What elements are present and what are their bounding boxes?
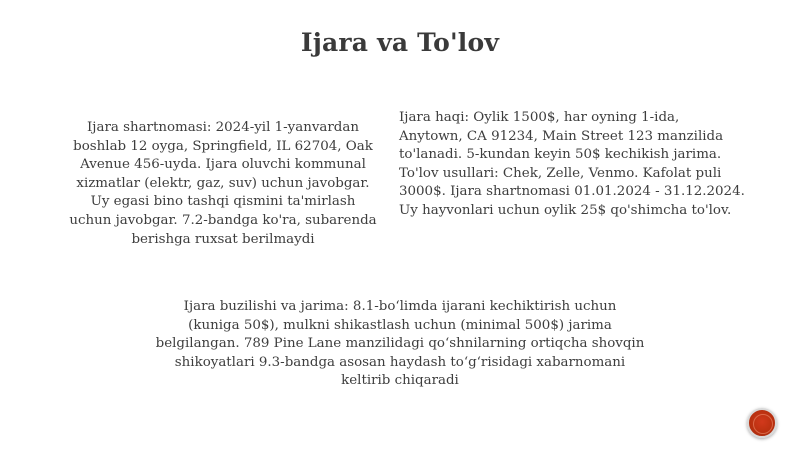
lease-terms-text: Ijara shartnomasi: 2024-yil 1-yanvardan boshlab 12 oyga, Springfield, IL 62704, Oak Avenue 456-uyda. Ijara oluvchi kommunal xizmatlar (elektr, gaz, suv) uchun javobgar. Uy egasi bino tashqi qismini ta'mirlash uchun javobgar. 7.2-bandga ko'ra, subarenda berishga ruxsat berilmaydi xyxy=(69,120,377,247)
violations-penalties-text: Ijara buzilishi va jarima: 8.1-bo‘limda ijarani kechiktirish uchun (kuniga 50$), mulkni shikastlash uchun (minimal 500$) jarima belgilangan. 789 Pine Lane manzilidagi qo‘shnilarning ortiqcha shovqin shikoyatlari 9.3-bandga asosan haydash to‘g‘risidagi xabarnomani keltirib chiqaradi xyxy=(155,299,645,389)
circle-button-icon[interactable] xyxy=(747,408,777,438)
rent-payment-text: Ijara haqi: Oylik 1500$, har oyning 1-ida, Anytown, CA 91234, Main Street 123 manzilida to'lanadi. 5-kundan keyin 50$ kechikish jarima. To'lov usullari: Chek, Zelle, Venmo. Kafolat puli 3000$. Ijara shartnomasi 01.01.2024 - 31.12.2024. Uy hayvonlari uchun oylik 25$ qo'shimcha to'lov. xyxy=(399,110,745,218)
slide-title: Ijara va To'lov xyxy=(300,28,500,57)
